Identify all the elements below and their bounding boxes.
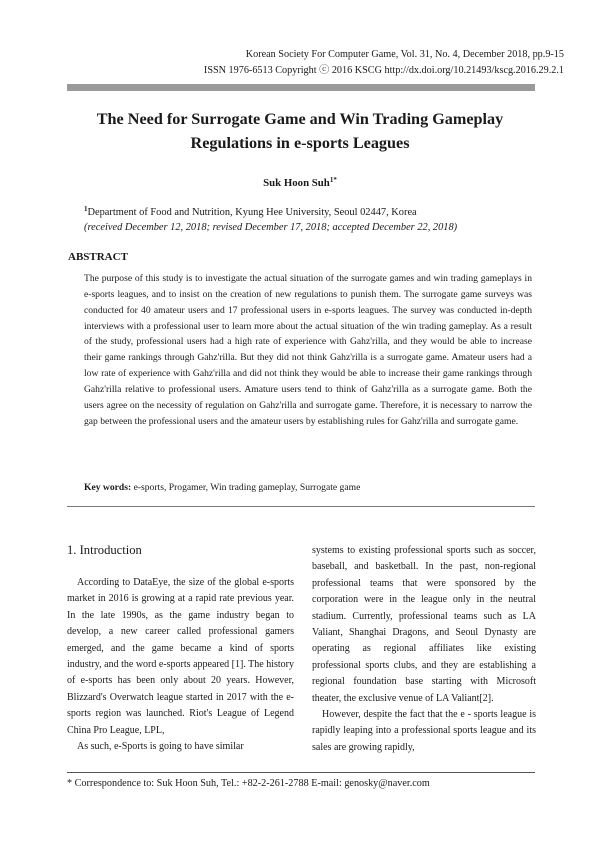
journal-citation: Korean Society For Computer Game, Vol. 31, No. 4, December 2018, pp.9-15: [245, 49, 564, 60]
affiliation-text: Department of Food and Nutrition, Kyung Hee University, Seoul 02447, Korea: [87, 207, 417, 218]
left-paragraph-2: As such, e-Sports is going to have similar: [77, 741, 244, 753]
keywords: [84, 482, 360, 493]
section-heading: 1. Introduction: [67, 543, 142, 557]
correspondence-footnote: * Correspondence to: Suk Hoon Suh, Tel.: +82-2-261-2788 E-mail: genosky@naver.com: [67, 778, 430, 789]
abstract-heading: ABSTRACT: [68, 251, 128, 263]
issn-copyright-doi: ISSN 1976-6513 Copyright ⓒ 2016 KSCG http://dx.doi.org/10.21493/kscg.2016.29.2.1: [203, 65, 564, 76]
affiliation-mark: 1: [84, 205, 88, 213]
paper-title-line-2: Regulations in e-sports Leagues: [190, 134, 410, 152]
author-marks: 1*: [329, 176, 337, 184]
footnote-rule: [67, 772, 535, 773]
affiliation: [84, 205, 417, 218]
author-name: Suk Hoon Suh: [263, 177, 330, 189]
abstract-text: The purpose of this study is to investigate the actual situation of the surrogate games and win trading gameplays in e-sports leagues, and to insist on the creation of new regulations to punish them. The surrogate game surveys was conducted for 40 amateur users and 17 professional users in e-sports leagues. The survey was conducted in-depth interviews with a professional user to learn more about the actual situation of the win trading gameplay. As a result of the study, professional users had a high rate of experience with Gahz'rilla, and they would be able to increase their game rankings through Gahz'rilla. But they did not think Gahz'rilla is a surrogate game. Amateur users had a low rate of experience with Gahz'rilla and did not think they would be able to increase their game rankings through Gahz'rilla relative to professional users. Amature users tend to think of Gahz'rilla as a surrogate game. Both the users agree on the necessity of regulation on Gahz'rilla and surrogate game. Therefore, it is necessary to narrow the gap between the professional users and the amateur users by establishing rules for Gahz'rilla and surrogate game.: [84, 273, 532, 427]
keywords-text: e-sports, Progamer, Win trading gameplay, Surrogate game: [133, 482, 361, 493]
received-dates: (received December 12, 2018; revised December 17, 2018; accepted December 22, 2018): [84, 222, 458, 233]
author-line: [0, 176, 600, 189]
paper-title-line-1: The Need for Surrogate Game and Win Trading Gameplay: [96, 110, 504, 128]
section-divider: [67, 506, 535, 507]
header-rule: [67, 84, 535, 91]
right-paragraph-2: However, despite the fact that the e - sports league is rapidly leaping into a professional sports league and its sales are growing rapidly,: [312, 709, 536, 753]
left-column: [67, 575, 294, 755]
right-column: [312, 543, 536, 756]
right-paragraph-1: systems to existing professional sports such as soccer, baseball, and basketball. In the past, non-regional professional teams that were sponsored by the corporation were in the league only in the neutral stadium. Currently, professional teams such as LA Valiant, Shanghai Dragons, and Seoul Dynasty are operating as regional affiliates like existing professional sports clubs, and they are establishing a regional foundation base starting with Microsoft theater, the exclusive venue of LA Valiant[2].: [312, 545, 536, 704]
left-paragraph-1: According to DataEye, the size of the global e-sports market in 2016 is growing at a rapid rate previous year. In the late 1990s, as the game industry began to develop, a new career called professional gamers emerged, and the game became a kind of sports industry, and the word e-sports appeared [1]. The history of e-sports has been only about 20 years. However, Blizzard's Overwatch league started in 2017 with the e-sports region was launched. Riot's League of Legend China Pro League, LPL,: [67, 577, 294, 736]
keywords-label: Key words:: [84, 482, 132, 493]
